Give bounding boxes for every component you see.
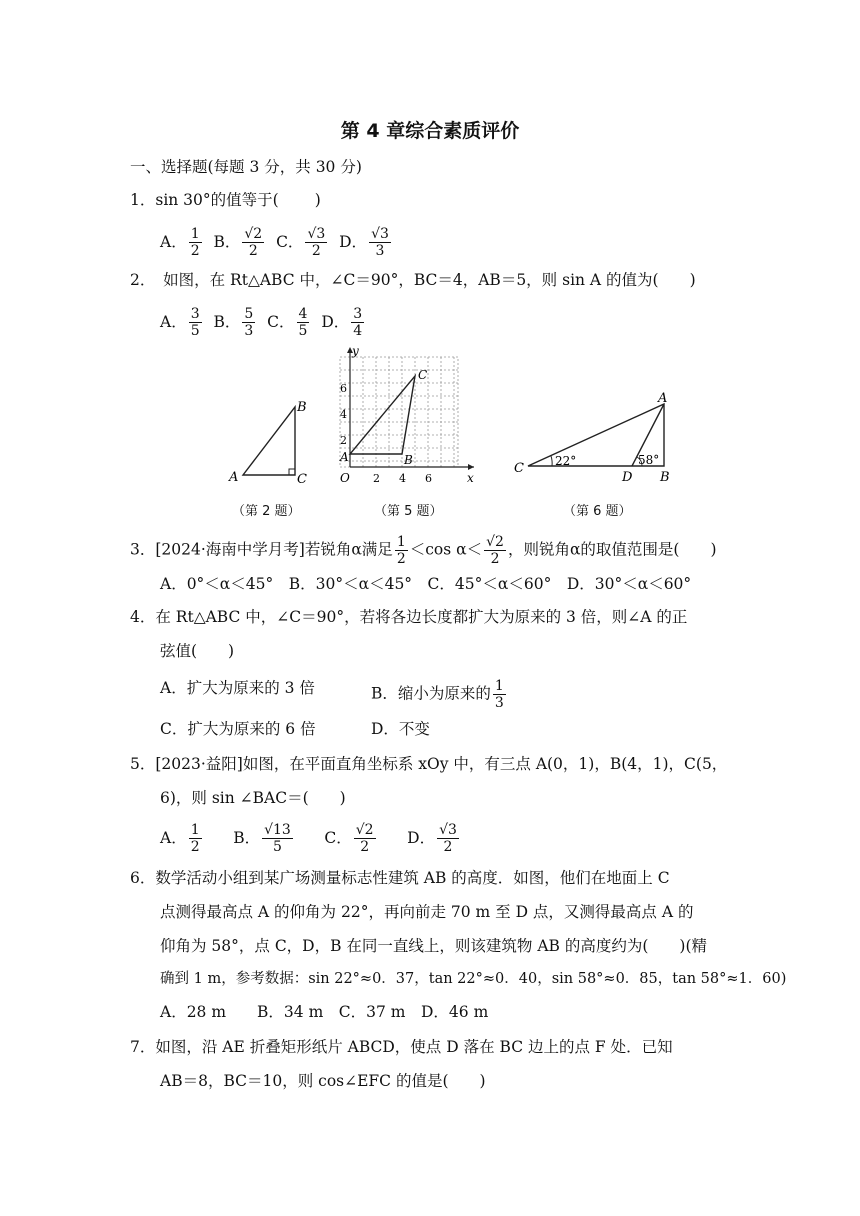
fraction-numerator: √13	[264, 822, 291, 838]
option-label: C．	[324, 828, 352, 847]
question-2-stem: 2． 如图，在 Rt△ABC 中，∠C＝90°，BC＝4，AB＝5，则 sin A 的值为( )	[130, 271, 696, 289]
option-label: C．	[276, 232, 304, 251]
option-label: D．	[339, 232, 368, 251]
question-5-line-1: 5．[2023·益阳]如图，在平面直角坐标系 xOy 中，有三点 A(0，1)，B(4，1)，C(5，	[130, 755, 728, 773]
vertex-label-d: D	[622, 470, 633, 485]
option-label: D．	[321, 312, 350, 331]
fraction-denominator: 3	[375, 243, 385, 259]
angle-arc-c	[551, 456, 552, 466]
option-label: D．	[407, 828, 436, 847]
grid-lines	[340, 357, 458, 467]
q2-option-a[interactable]	[160, 306, 204, 339]
q5-option-b[interactable]	[233, 822, 295, 855]
y-tick-label: 2	[340, 434, 347, 447]
fraction-denominator: 5	[298, 323, 308, 339]
fraction-denominator: 4	[353, 323, 363, 339]
q5-option-d[interactable]	[407, 822, 461, 855]
q1-option-a[interactable]	[160, 226, 204, 259]
option-text: B．缩小为原来的	[371, 684, 491, 703]
fraction-numerator: 1	[396, 534, 406, 550]
question-6-line-3: 仰角为 58°，点 C，D，B 在同一直线上，则该建筑物 AB 的高度约为( )(精	[160, 937, 708, 955]
triangle-abc	[243, 407, 295, 475]
q1-option-d[interactable]	[339, 226, 393, 259]
triangle-abc-on-grid	[350, 376, 415, 454]
fraction-numerator: 3	[190, 306, 200, 322]
option-label: A．	[160, 232, 187, 251]
q4-option-a[interactable]: A．扩大为原来的 3 倍	[160, 679, 315, 697]
fraction-numerator: √2	[486, 534, 504, 550]
angle-label-58: 58°	[638, 453, 660, 467]
y-axis-label: y	[352, 344, 359, 358]
option-label: C．	[267, 312, 295, 331]
vertex-label-b: B	[660, 470, 670, 485]
question-1-options	[160, 226, 393, 259]
vertex-label-c: C	[514, 461, 524, 476]
figure-6-caption: （第 6 题）	[563, 504, 632, 519]
q2-option-c[interactable]	[267, 306, 311, 339]
fraction-numerator: 1	[190, 822, 200, 838]
fraction-numerator: √2	[244, 226, 263, 242]
fraction-numerator: 1	[190, 226, 200, 242]
question-5-options	[160, 822, 461, 855]
fraction-denominator: 2	[490, 551, 500, 567]
fraction-numerator: √3	[439, 822, 457, 838]
vertex-label-a: A	[658, 391, 668, 406]
question-7-line-1: 7．如图，沿 AE 折叠矩形纸片 ABCD，使点 D 落在 BC 边上的点 F 处．已知	[130, 1038, 673, 1056]
x-axis-arrow-icon	[468, 464, 474, 470]
fraction-denominator: 3	[244, 323, 254, 339]
vertex-label-a: A	[229, 470, 239, 485]
question-1-stem	[130, 190, 321, 210]
vertex-label-b: B	[297, 400, 307, 415]
q4-option-d[interactable]: D．不变	[371, 720, 430, 738]
question-6-line-1: 6．数学活动小组到某广场测量标志性建筑 AB 的高度．如图，他们在地面上 C	[130, 869, 670, 887]
page-title: 第 4 章综合素质评价	[340, 120, 520, 142]
fraction-denominator: 2	[360, 839, 370, 855]
fraction-numerator: √2	[355, 822, 374, 838]
q3-prefix: 3．[2024·海南中学月考]若锐角α满足	[130, 540, 393, 559]
fraction-numerator: √3	[371, 226, 389, 242]
option-label: A．	[160, 828, 187, 847]
option-label: B．	[213, 312, 241, 331]
fraction-numerator: 1	[494, 678, 504, 694]
x-tick-label: 6	[425, 472, 432, 485]
q4-option-b[interactable]	[371, 678, 508, 711]
fraction-numerator: 4	[298, 306, 308, 322]
question-6-line-4: 确到 1 m，参考数据：sin 22°≈0．37，tan 22°≈0．40，sin 58°≈0．85，tan 58°≈1．60)	[160, 971, 787, 987]
q1-stem-close: )	[314, 191, 321, 209]
right-angle-mark	[289, 469, 295, 475]
angle-label-22: 22°	[555, 454, 577, 468]
fraction-denominator: 2	[190, 243, 200, 259]
origin-label: O	[340, 471, 350, 485]
option-label: B．	[213, 232, 241, 251]
q3-suffix: ，则锐角α的取值范围是( )	[507, 540, 717, 559]
question-3-options[interactable]: A．0°＜α＜45° B．30°＜α＜45° C．45°＜α＜60° D．30°＜α＜60°	[160, 575, 692, 593]
q1-option-b[interactable]	[213, 226, 266, 259]
option-label: B．	[233, 828, 261, 847]
figure-2-caption: （第 2 题）	[232, 504, 301, 519]
fraction-denominator: 2	[396, 551, 406, 567]
fraction-numerator: √3	[307, 226, 326, 242]
option-label: A．	[160, 312, 187, 331]
vertex-label-c: C	[297, 472, 307, 485]
fraction-denominator: 2	[190, 839, 200, 855]
fraction-denominator: 5	[272, 839, 282, 855]
figure-5-coordinate-grid	[338, 343, 483, 488]
q2-option-d[interactable]	[321, 306, 366, 339]
point-label-c: C	[418, 368, 428, 382]
section-heading: 一、选择题(每题 3 分，共 30 分)	[130, 158, 362, 176]
point-label-b: B	[404, 453, 413, 467]
y-tick-label: 6	[340, 382, 347, 395]
point-label-a: A	[340, 450, 349, 464]
fraction-numerator: 3	[353, 306, 363, 322]
question-3-stem	[130, 534, 717, 567]
figure-6-building-triangle	[510, 390, 680, 485]
q1-option-c[interactable]	[276, 226, 329, 259]
question-4-line-1: 4．在 Rt△ABC 中，∠C＝90°，若将各边长度都扩大为原来的 3 倍，则∠A 的正	[130, 608, 688, 626]
q4-option-c[interactable]: C．扩大为原来的 6 倍	[160, 720, 316, 738]
question-4-line-2: 弦值( )	[160, 642, 235, 660]
q5-option-c[interactable]	[324, 822, 377, 855]
fraction-denominator: 2	[443, 839, 453, 855]
figure-5-caption: （第 5 题）	[374, 504, 443, 519]
fraction-denominator: 2	[311, 243, 321, 259]
x-tick-label: 4	[399, 472, 406, 485]
figure-2-triangle	[225, 395, 315, 485]
q3-middle: ＜cos α＜	[409, 540, 483, 559]
question-2-options	[160, 306, 366, 339]
question-6-options[interactable]: A．28 m B．34 m C．37 m D．46 m	[160, 1003, 489, 1021]
q5-option-a[interactable]	[160, 822, 204, 855]
question-6-line-2: 点测得最高点 A 的仰角为 22°，再向前走 70 m 至 D 点，又测得最高点 A 的	[160, 903, 694, 921]
fraction-denominator: 5	[190, 323, 200, 339]
fraction-denominator: 3	[494, 695, 504, 711]
question-7-line-2: AB＝8，BC＝10，则 cos∠EFC 的值是( )	[160, 1072, 486, 1090]
x-tick-label: 2	[373, 472, 380, 485]
x-axis-label: x	[467, 471, 474, 485]
q2-option-b[interactable]	[213, 306, 257, 339]
y-tick-label: 4	[340, 408, 347, 421]
fraction-numerator: 5	[244, 306, 254, 322]
question-5-line-2: 6)，则 sin ∠BAC＝( )	[160, 789, 346, 807]
q1-stem-text: 1．sin 30°的值等于(	[130, 191, 279, 209]
fraction-denominator: 2	[248, 243, 258, 259]
